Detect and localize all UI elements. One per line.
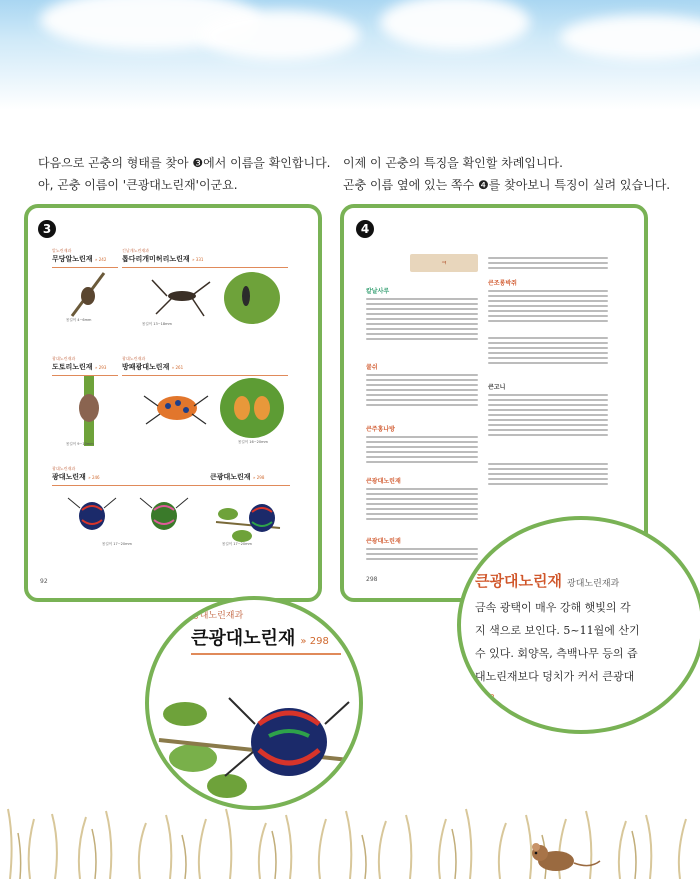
card-family: 광대노린재과: [52, 356, 76, 361]
zoom-name: 큰광대노린재: [191, 628, 296, 649]
entry: [488, 254, 608, 269]
entry: [366, 424, 478, 463]
card-caption: 몸길이 4~6mm: [66, 318, 92, 322]
card-page: » 298: [253, 475, 265, 480]
zoom-callout-left: [145, 596, 363, 810]
card-page: » 293: [95, 365, 107, 370]
card-caption: 몸길이 17~20mm: [222, 542, 252, 546]
card-name-text: 큰광대노린재: [210, 473, 251, 481]
entry-heading: 큰고니: [488, 384, 506, 391]
entry: [366, 476, 478, 520]
card-page: » 246: [88, 475, 100, 480]
card-page: » 261: [171, 365, 184, 370]
grass-decoration: [0, 789, 700, 879]
bug-illustration: [122, 376, 288, 446]
page-number: 92: [40, 578, 48, 585]
card-name-text: 무당알노린재: [52, 255, 93, 263]
mouse-illustration: [532, 843, 600, 871]
description-line: 수 있다. 회양목, 측백나무 등의 즙: [475, 647, 638, 660]
zoom-right-family: 광대노린재과: [567, 579, 620, 589]
page-number: 298: [366, 576, 378, 583]
cloud: [200, 10, 360, 60]
card-name: [52, 362, 118, 376]
card-page: » 331: [192, 257, 204, 262]
entry: [488, 460, 608, 485]
entry: [488, 382, 608, 436]
entry: [366, 286, 478, 340]
badge-3: 3: [38, 220, 56, 238]
card-mudangal: [52, 248, 118, 327]
entry-heading: 큰조롱박쥐: [488, 280, 517, 287]
card-bangpae: [122, 356, 288, 450]
entry-heading: 큰광대노린재: [366, 538, 401, 545]
zoom-right-description: [475, 596, 640, 711]
intro-left-line2: 아, 곤충 이름이 '큰광대노린재'이군요.: [38, 178, 238, 192]
zoom-page: » 298: [300, 636, 329, 647]
card-dotori: [52, 356, 118, 450]
badge-4: 4: [356, 220, 374, 238]
zoom-callout-right: [457, 516, 700, 734]
card-caption: 몸길이 16~20mm: [238, 440, 268, 444]
card-name: [210, 472, 290, 486]
entry-heading: 큰광대노린재: [366, 478, 401, 485]
entry: [366, 536, 478, 560]
description-line: 대노린재보다 덩치가 커서 큰광대: [475, 670, 635, 683]
card-name-text: 도토리노린재: [52, 363, 93, 371]
card-name: [52, 472, 218, 486]
card-family: 긴날개노린재과: [122, 248, 150, 253]
entry: [488, 334, 608, 364]
zoom-right-title-row: [475, 570, 619, 591]
sky-background: [0, 0, 700, 110]
card-caption: 몸길이 13~18mm: [142, 322, 172, 326]
panel-3-field-guide-index: [24, 204, 322, 602]
zoom-family: 광대노린재과: [191, 611, 244, 621]
card-keungwangdae: [210, 466, 290, 556]
card-caption: 몸길이 17~20mm: [102, 542, 132, 546]
intro-right: [343, 152, 670, 196]
entry: [366, 362, 478, 406]
intro-left-line1: 다음으로 곤충의 형태를 찾아 ❸에서 이름을 확인합니다.: [38, 156, 331, 170]
card-family: 광대노린재과: [122, 356, 146, 361]
bug-illustration: [52, 376, 118, 446]
card-name: [122, 362, 288, 376]
intro-right-line2: 곤충 이름 옆에 있는 쪽수 ❹를 찾아보니 특징이 실려 있습니다.: [343, 178, 671, 192]
intro-right-line1: 이제 이 곤충의 특징을 확인할 차례입니다.: [343, 156, 563, 170]
zoom-right-name: 큰광대노린재: [475, 572, 562, 590]
cloud: [380, 0, 530, 50]
entry-heading: 칼날사루: [366, 288, 390, 295]
card-name-text: 방패광대노린재: [122, 363, 170, 371]
jewel-bug-illustration: [52, 486, 218, 552]
description-line: 금속 광택이 매우 강해 햇빛의 각: [475, 601, 631, 614]
entry: [488, 278, 608, 322]
card-family: 알노린재과: [52, 248, 72, 253]
zoom-title-row: [191, 624, 341, 655]
card-page: » 242: [95, 257, 107, 262]
bug-illustration: [122, 268, 288, 328]
description-ref: » 82: [475, 694, 495, 704]
card-topdari: [122, 248, 288, 332]
index-tab: ㅋ: [410, 254, 478, 272]
beetle-illustration: [52, 268, 118, 323]
entry-heading: 쿨쉬: [366, 364, 378, 371]
card-name: [52, 254, 118, 268]
description-line: 지 색으로 보인다. 5~11월에 산기: [475, 624, 640, 637]
card-name-text: 광대노린재: [52, 473, 86, 481]
entry-heading: 큰주홍나방: [366, 426, 395, 433]
card-family: 광대노린재과: [52, 466, 76, 471]
card-name: [122, 254, 288, 268]
intro-left: [38, 152, 331, 196]
card-name-text: 톱다리개미허리노린재: [122, 255, 190, 263]
card-caption: 몸길이 9~10mm: [66, 442, 94, 446]
card-gwangdae: [52, 466, 218, 556]
cloud: [560, 15, 700, 60]
jewel-bug-illustration: [149, 680, 359, 806]
